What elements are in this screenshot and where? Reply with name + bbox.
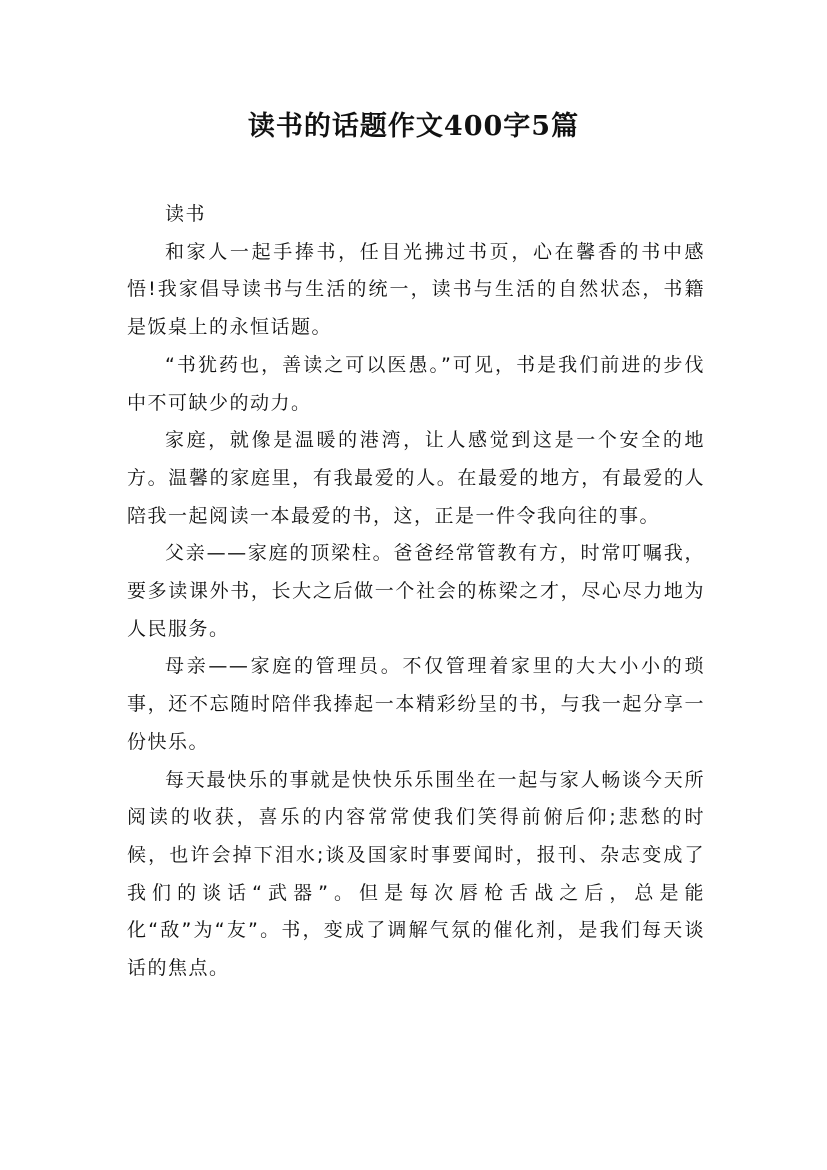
document-body [127,196,705,988]
paragraph: 母亲——家庭的管理员。不仅管理着家里的大大小小的琐事，还不忘随时陪伴我捧起一本精彩纷呈的书，与我一起分享一份快乐。 [127,655,705,753]
section-heading: 读书 [165,203,207,225]
document-title: 读书的话题作文400字5篇 [247,111,580,142]
paragraph: “书犹药也，善读之可以医愚。”可见，书是我们前进的步伐中不可缺少的动力。 [127,353,705,414]
paragraph: 家庭，就像是温暖的港湾，让人感觉到这是一个安全的地方。温馨的家庭里，有我最爱的人。在最爱的地方，有最爱的人陪我一起阅读一本最爱的书，这，正是一件令我向往的事。 [127,429,705,527]
paragraph: 父亲——家庭的顶梁柱。爸爸经常管教有方，时常叮嘱我，要多读课外书，长大之后做一个社会的栋梁之才，尽心尽力地为人民服务。 [127,542,705,640]
paragraph: 和家人一起手捧书，任目光拂过书页，心在馨香的书中感悟!我家倡导读书与生活的统一，读书与生活的自然状态，书籍是饭桌上的永恒话题。 [127,240,705,339]
paragraph: 每天最快乐的事就是快快乐乐围坐在一起与家人畅谈今天所阅读的收获，喜乐的内容常常使我们笑得前俯后仰;悲愁的时候，也许会掉下泪水;谈及国家时事要闻时，报刊、杂志变成了我们的谈话“武器”。但是每次唇枪舌战之后，总是能化“敌”为“友”。书，变成了调解气氛的催化剂，是我们每天谈话的焦点。 [127,768,705,980]
